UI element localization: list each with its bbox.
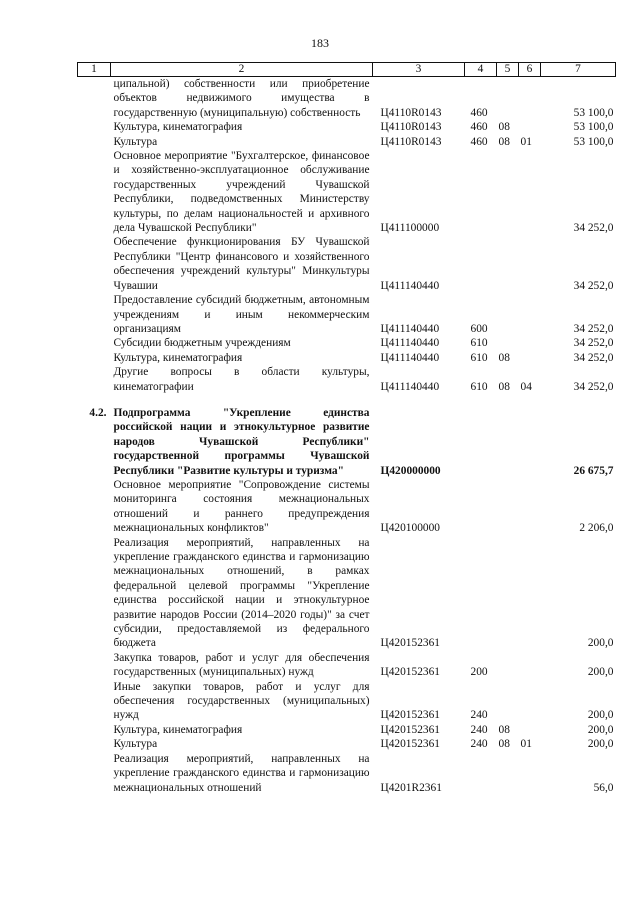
row-section (497, 680, 519, 723)
row-amount: 34 252,0 (573, 337, 614, 350)
table-row (78, 536, 616, 651)
row-number (78, 351, 111, 365)
row-section (497, 536, 519, 651)
row-section (497, 149, 519, 235)
row-amount: 200,0 (587, 709, 614, 722)
row-subsection (519, 478, 541, 536)
row-name: Культура (113, 738, 158, 751)
row-section (497, 293, 519, 336)
row-expense-type (465, 536, 497, 651)
row-name: Основное мероприятие "Бухгалтерское, финансовое и хозяйственно-эксплуатационное обслуживание государственных учреждений Чувашской Республики, подведомственных Министерству культуры, по делам национальностей и архивного дела Чувашской Республики" (113, 150, 370, 235)
row-section (497, 336, 519, 350)
table-row (78, 135, 616, 149)
row-section: 08 (498, 380, 510, 393)
table-row (78, 478, 616, 536)
row-subsection: 04 (520, 380, 532, 393)
table-row (78, 120, 616, 134)
row-expense-type: 240 (470, 723, 488, 736)
row-amount: 200,0 (587, 738, 614, 751)
row-expense-type (465, 235, 497, 293)
column-header: 1 (78, 63, 111, 77)
row-section: 08 (498, 121, 510, 134)
row-amount: 53 100,0 (573, 135, 614, 148)
table-body (78, 77, 616, 795)
row-code: Ц420100000 (380, 522, 440, 535)
row-code: Ц4201R2361 (380, 781, 442, 794)
table-row (78, 235, 616, 293)
row-amount: 34 252,0 (573, 322, 614, 335)
row-expense-type: 240 (470, 738, 488, 751)
row-amount: 34 252,0 (573, 380, 614, 393)
row-code: Ц420000000 (380, 464, 441, 477)
column-header: 3 (373, 63, 465, 77)
row-number (78, 235, 111, 293)
row-code: Ц411140440 (380, 279, 440, 292)
row-number (78, 752, 111, 795)
row-code: Ц411100000 (380, 222, 440, 235)
row-code: Ц420152361 (380, 738, 440, 751)
row-subsection (519, 752, 541, 795)
row-code: Ц411140440 (380, 380, 440, 393)
row-name: Субсидии бюджетным учреждениям (113, 337, 291, 350)
column-header-row (78, 63, 616, 77)
row-expense-type: 600 (470, 322, 488, 335)
table-row (78, 351, 616, 365)
row-expense-type: 610 (470, 380, 488, 393)
row-name: Подпрограмма "Укрепление единства российской нации и этнокультурное развитие народов Чувашской Республики" государственной программы Чувашской Республики "Развитие культуры и туризма" (113, 406, 370, 477)
table-row (78, 752, 616, 795)
row-name: Основное мероприятие "Сопровождение системы мониторинга состояния межнациональных отношений и раннего предупреждения межнациональных конфликтов" (113, 478, 370, 535)
row-subsection (519, 651, 541, 680)
row-code: Ц4110R0143 (380, 135, 442, 148)
row-amount: 2 206,0 (579, 522, 614, 535)
row-name: Иные закупки товаров, работ и услуг для обеспечения государственных (муниципальных) нужд (113, 680, 370, 722)
row-section (497, 752, 519, 795)
row-number (78, 536, 111, 651)
row-code: Ц4110R0143 (380, 121, 442, 134)
row-name: ципальной) собственности или приобретение объектов недвижимого имущества в государственную (муниципальную) собственность (113, 78, 370, 119)
row-expense-type: 460 (470, 135, 488, 148)
row-name: Предоставление субсидий бюджетным, автономным учреждениям и иным некоммерческим организациям (113, 294, 370, 335)
row-section (497, 651, 519, 680)
row-amount: 200,0 (587, 637, 614, 650)
row-amount: 34 252,0 (573, 279, 614, 292)
table-row (78, 336, 616, 350)
row-number (78, 723, 111, 737)
table-row (78, 737, 616, 751)
row-number (78, 680, 111, 723)
row-code: Ц420152361 (380, 637, 440, 650)
table-row (78, 293, 616, 336)
row-subsection (519, 120, 541, 134)
row-name: Реализация мероприятий, направленных на укрепление гражданского единства и гармонизацию межнациональных отношений, в рамках федеральной целевой программы "Укрепление единства российской нации и этнокультурное развитие народов России (2014–2020 годы)" за счет субсидии, предоставляемой из федерального бюджета (113, 536, 370, 650)
row-subsection (519, 77, 541, 121)
budget-table (77, 62, 616, 795)
row-name: Закупка товаров, работ и услуг для обеспечения государственных (муниципальных) нужд (113, 651, 370, 679)
row-amount: 34 252,0 (573, 351, 614, 364)
table-row (78, 406, 616, 478)
spacer-row (78, 394, 616, 406)
column-header: 2 (111, 63, 373, 77)
row-expense-type (465, 406, 497, 478)
row-section: 08 (498, 738, 510, 751)
row-number (78, 77, 111, 121)
row-section (497, 478, 519, 536)
row-subsection: 01 (520, 738, 532, 751)
row-amount: 26 675,7 (573, 464, 614, 477)
row-code: Ц4110R0143 (380, 106, 442, 119)
row-subsection (519, 536, 541, 651)
row-section: 08 (498, 351, 510, 364)
row-expense-type: 240 (470, 709, 488, 722)
row-number (78, 149, 111, 235)
row-amount: 200,0 (587, 723, 614, 736)
row-subsection (519, 723, 541, 737)
row-number (78, 336, 111, 350)
row-subsection (519, 351, 541, 365)
row-section (497, 77, 519, 121)
page-number: 183 (311, 36, 329, 50)
row-number (78, 651, 111, 680)
row-name: Культура, кинематография (113, 723, 243, 736)
row-number (78, 365, 111, 394)
row-name: Культура (113, 135, 158, 148)
row-code: Ц420152361 (380, 709, 440, 722)
column-header: 6 (519, 63, 541, 77)
column-header: 7 (541, 63, 616, 77)
row-expense-type (465, 752, 497, 795)
row-subsection (519, 336, 541, 350)
row-expense-type: 460 (470, 106, 488, 119)
row-section: 08 (498, 135, 510, 148)
table-row (78, 680, 616, 723)
row-subsection: 01 (520, 135, 532, 148)
row-name: Культура, кинематография (113, 351, 243, 364)
row-code: Ц411140440 (380, 351, 440, 364)
row-code: Ц411140440 (380, 322, 440, 335)
row-expense-type (465, 149, 497, 235)
row-number (78, 293, 111, 336)
row-code: Ц420152361 (380, 723, 440, 736)
row-name: Культура, кинематография (113, 121, 243, 134)
row-amount: 34 252,0 (573, 222, 614, 235)
row-subsection (519, 293, 541, 336)
row-subsection (519, 235, 541, 293)
row-number (78, 120, 111, 134)
row-section (497, 406, 519, 478)
budget-table-page (77, 62, 615, 795)
table-row (78, 365, 616, 394)
row-expense-type: 610 (470, 351, 488, 364)
table-row (78, 149, 616, 235)
row-expense-type (465, 478, 497, 536)
row-number (78, 737, 111, 751)
row-name: Обеспечение функционирования БУ Чувашской Республики "Центр финансового и хозяйственного обеспечения учреждений культуры" Минкультуры Чувашии (113, 236, 370, 292)
row-section (497, 235, 519, 293)
row-number (78, 478, 111, 536)
row-name: Реализация мероприятий, направленных на укрепление гражданского единства и гармонизацию межнациональных отношений (113, 752, 370, 794)
column-header: 4 (465, 63, 497, 77)
row-subsection (519, 149, 541, 235)
row-expense-type: 610 (470, 337, 488, 350)
row-amount: 53 100,0 (573, 121, 614, 134)
row-expense-type: 460 (470, 121, 488, 134)
row-code: Ц420152361 (380, 666, 440, 679)
table-row (78, 651, 616, 680)
row-section: 08 (498, 723, 510, 736)
row-code: Ц411140440 (380, 337, 440, 350)
row-number (78, 135, 111, 149)
column-header: 5 (497, 63, 519, 77)
row-amount: 53 100,0 (573, 106, 614, 119)
table-row (78, 723, 616, 737)
row-expense-type: 200 (470, 666, 488, 679)
row-name: Другие вопросы в области культуры, кинематографии (113, 366, 370, 393)
row-amount: 200,0 (587, 666, 614, 679)
row-number: 4.2. (89, 406, 107, 419)
row-subsection (519, 680, 541, 723)
row-subsection (519, 406, 541, 478)
table-row (78, 77, 616, 121)
row-amount: 56,0 (593, 781, 614, 794)
